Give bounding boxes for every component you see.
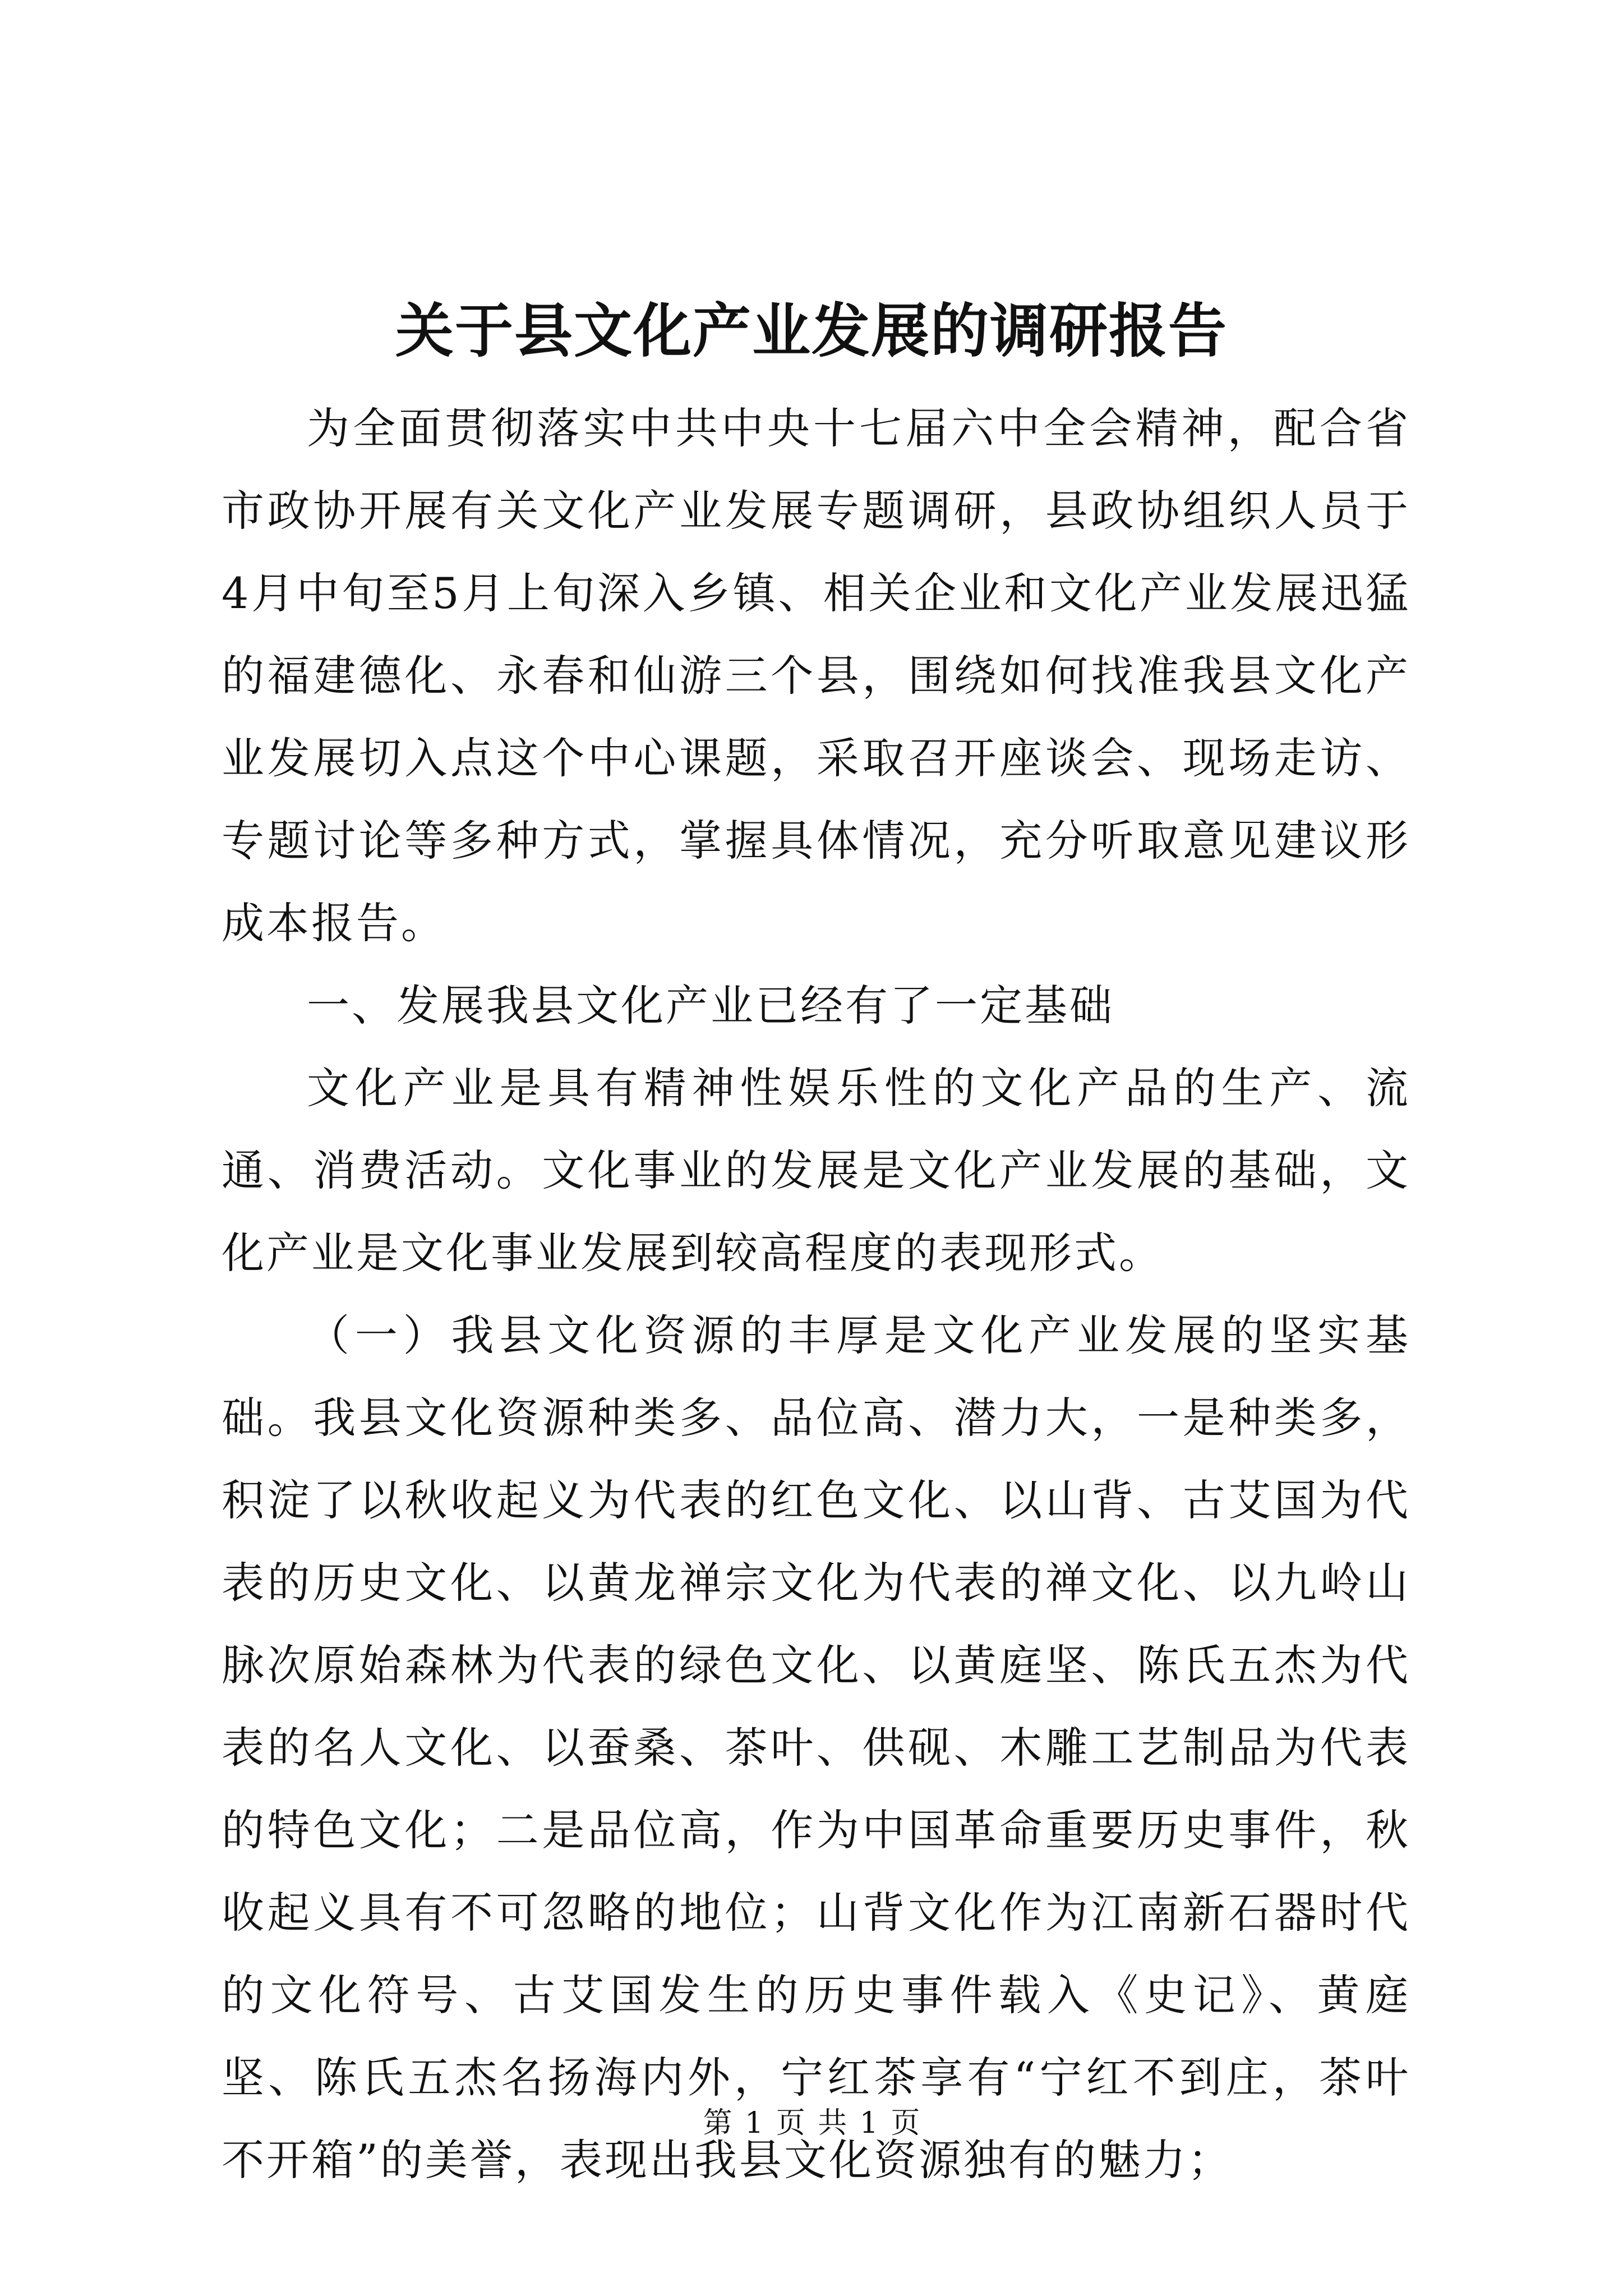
paragraph-subsection-1: （一）我县文化资源的丰厚是文化产业发展的坚实基础。我县文化资源种类多、品位高、潜力大，一是种类多，积淀了以秋收起义为代表的红色文化、以山背、古艾国为代表的历史文化、以黄龙禅宗文化为代表的禅文化、以九岭山脉次原始森林为代表的绿色文化、以黄庭坚、陈氏五杰为代表的名人文化、以蚕桑、茶叶、供砚、木雕工艺制品为代表的特色文化；二是品位高，作为中国革命重要历史事件，秋收起义具有不可忽略的地位；山背文化作为江南新石器时代的文化符号、古艾国发生的历史事件载入《史记》、黄庭坚、陈氏五杰名扬海内外，宁红茶享有“宁红不到庄，茶叶不开箱”的美誉，表现出我县文化资源独有的魅力；	[222, 1310, 1410, 2185]
document-title: 关于县文化产业发展的调研报告	[395, 296, 1228, 365]
document-body	[222, 387, 1410, 2201]
paragraph-definition: 文化产业是具有精神性娱乐性的文化产品的生产、流通、消费活动。文化事业的发展是文化产业发展的基础，文化产业是文化事业发展到较高程度的表现形式。	[222, 1063, 1410, 1278]
page-footer: 第 1 页 共 1 页	[703, 2106, 920, 2140]
section-heading-1: 一、发展我县文化产业已经有了一定基础	[307, 981, 1114, 1030]
paragraph-intro: 为全面贯彻落实中共中央十七届六中全会精神，配合省市政协开展有关文化产业发展专题调研，县政协组织人员于4月中旬至5月上旬深入乡镇、相关企业和文化产业发展迅猛的福建德化、永春和仙游三个县，围绕如何找准我县文化产业发展切入点这个中心课题，采取召开座谈会、现场走访、专题讨论等多种方式，掌握具体情况，充分听取意见建议形成本报告。	[222, 403, 1410, 948]
